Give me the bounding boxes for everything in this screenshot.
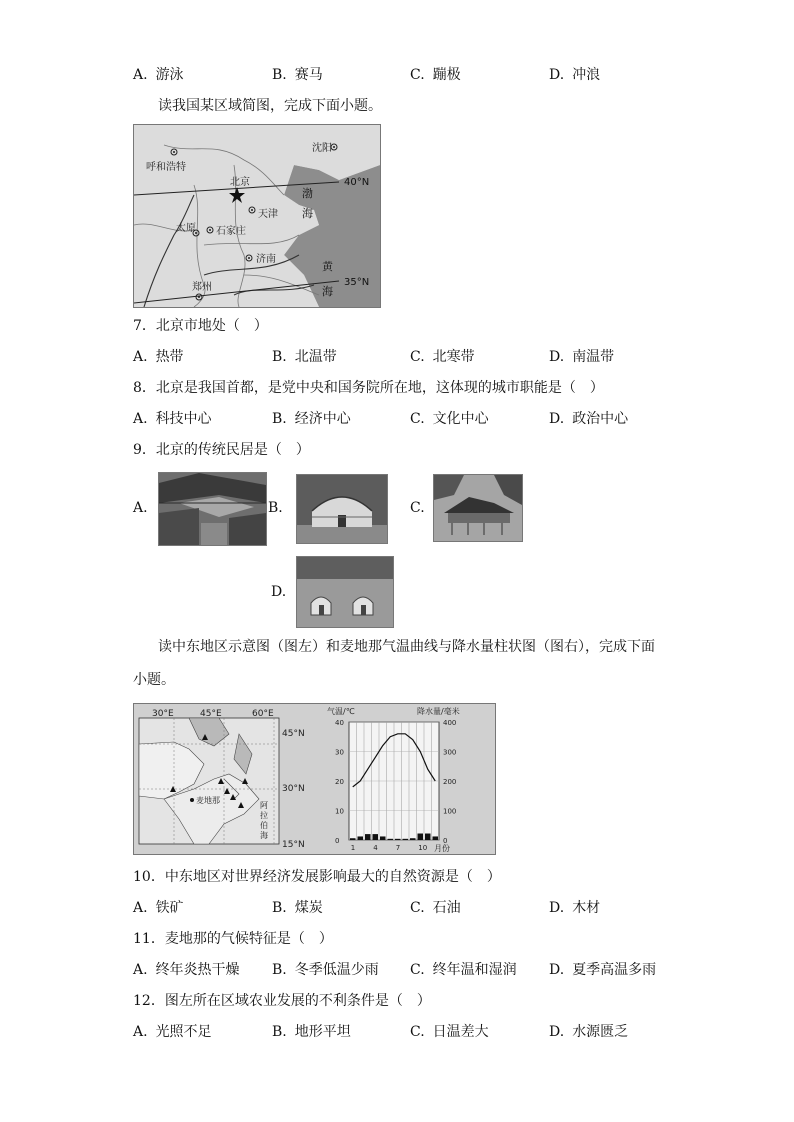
precipitation-bar [433,836,439,840]
q9-option-c-letter[interactable]: C. [410,500,425,516]
chart-y-right-tick: 300 [443,748,457,757]
label-shenyang: 沈阳 [312,143,332,154]
q11-option-d[interactable]: D. 夏季高温多雨 [549,962,657,978]
precipitation-bar [388,839,394,840]
chart-y-right-tick: 400 [443,719,457,727]
q12-option-b[interactable]: B. 地形平坦 [272,1024,351,1040]
precipitation-bar [358,836,364,840]
middle-east-figure [133,703,496,855]
lon-30e: 30°E [152,709,174,719]
chart-y-right-tick: 100 [443,807,457,816]
chart-y-left-tick: 30 [335,748,344,757]
q9-stem: 9．北京的传统民居是（ ） [133,442,310,458]
precipitation-bar [410,838,416,840]
precipitation-bar [350,838,356,840]
chart-y-left-tick: 10 [335,807,344,816]
q9-option-a-letter[interactable]: A. [133,500,148,516]
q7-option-a[interactable]: A. 热带 [133,349,184,365]
q9-option-d-image-cave-dwelling[interactable] [296,556,394,628]
precipitation-bar [365,834,371,840]
precipitation-bar [373,834,379,840]
q10-option-d[interactable]: D. 木材 [549,900,601,916]
north-china-map [133,124,381,308]
chart-y-right-tick: 200 [443,778,457,786]
lon-45e: 45°E [200,709,222,719]
chart-x-tick: 4 [373,844,378,852]
lat-45n: 45°N [282,729,305,739]
chart-y-left-tick: 0 [335,837,340,845]
label-huanghai-1: 黄 [322,260,333,273]
label-arabian-sea-1: 阿 [260,801,268,810]
intro-middle-east-line1: 读中东地区示意图（图左）和麦地那气温曲线与降水量柱状图（图右），完成下面 [158,639,655,655]
q9-option-a-image-siheyuan[interactable] [158,472,267,546]
label-taiyuan: 太原 [176,223,196,234]
q8-option-d[interactable]: D. 政治中心 [549,411,629,427]
chart-x-tick: 10 [418,844,428,852]
label-bohai-1: 渤 [302,187,313,200]
label-beijing: 北京 [230,177,250,188]
q7-stem: 7．北京市地处（ ） [133,318,268,334]
q7-option-b[interactable]: B. 北温带 [272,349,337,365]
lat-30n: 30°N [282,784,305,794]
label-hohhot: 呼和浩特 [146,162,186,173]
precipitation-bar [418,834,424,840]
q9-option-b-letter[interactable]: B. [268,500,283,516]
chart-xlabel: 月份 [434,844,450,853]
label-arabian-sea-4: 海 [260,831,268,840]
precipitation-bar [425,834,431,840]
q12-stem: 12．图左所在区域农业发展的不利条件是（ ） [133,993,431,1009]
label-tianjin: 天津 [258,209,278,220]
q9-option-b-image-yurt[interactable] [296,474,388,544]
chart-y-left-tick: 40 [335,719,344,727]
q8-option-c[interactable]: C. 文化中心 [410,411,489,427]
chart-y-left-tick: 20 [335,778,344,786]
label-zhengzhou: 郑州 [192,282,212,293]
q11-stem: 11．麦地那的气候特征是（ ） [133,931,333,947]
label-35n: 35°N [344,277,370,288]
q12-option-a[interactable]: A. 光照不足 [133,1024,212,1040]
precipitation-bar [395,839,401,840]
q9-option-d-letter[interactable]: D. [271,584,287,600]
label-jinan: 济南 [256,254,276,265]
q12-option-c[interactable]: C. 日温差大 [410,1024,489,1040]
q11-option-a[interactable]: A. 终年炎热干燥 [133,962,240,978]
q10-stem: 10．中东地区对世界经济发展影响最大的自然资源是（ ） [133,869,501,885]
q10-option-c[interactable]: C. 石油 [410,900,461,916]
label-huanghai-2: 海 [322,285,333,298]
q8-option-b[interactable]: B. 经济中心 [272,411,351,427]
q12-option-d[interactable]: D. 水源匮乏 [549,1024,629,1040]
q10-option-a[interactable]: A. 铁矿 [133,900,184,916]
label-arabian-sea-2: 拉 [260,811,268,820]
q8-stem: 8．北京是我国首都，是党中央和国务院所在地，这体现的城市职能是（ ） [133,380,604,396]
chart-x-tick: 1 [350,844,356,852]
lat-15n: 15°N [282,840,305,850]
intro-middle-east-line2: 小题。 [133,672,175,688]
precipitation-bar [403,839,409,840]
q6-option-c[interactable]: C. 蹦极 [410,67,461,83]
chart-x-tick: 7 [395,844,401,852]
chart-y-right-tick: 0 [443,837,448,845]
intro-map-question: 读我国某区域简图，完成下面小题。 [158,98,382,114]
q7-option-d[interactable]: D. 南温带 [549,349,615,365]
lon-60e: 60°E [252,709,274,719]
label-shijiazhuang: 石家庄 [216,226,246,237]
chart-ylabel-left: 气温/℃ [327,707,355,716]
chart-ylabel-right: 降水量/毫米 [417,707,460,716]
label-40n: 40°N [344,177,370,188]
q7-option-c[interactable]: C. 北寒带 [410,349,475,365]
q8-option-a[interactable]: A. 科技中心 [133,411,212,427]
q11-option-c[interactable]: C. 终年温和湿润 [410,962,517,978]
label-medina: 麦地那 [196,796,220,805]
precipitation-bar [380,836,386,840]
label-bohai-2: 海 [302,207,313,220]
q6-option-a[interactable]: A. 游泳 [133,67,184,83]
q6-option-b[interactable]: B. 赛马 [272,67,323,83]
q10-option-b[interactable]: B. 煤炭 [272,900,323,916]
q6-option-d[interactable]: D. 冲浪 [549,67,601,83]
label-arabian-sea-3: 伯 [260,821,268,830]
q9-option-c-image-stilt-house[interactable] [433,474,523,542]
q11-option-b[interactable]: B. 冬季低温少雨 [272,962,379,978]
